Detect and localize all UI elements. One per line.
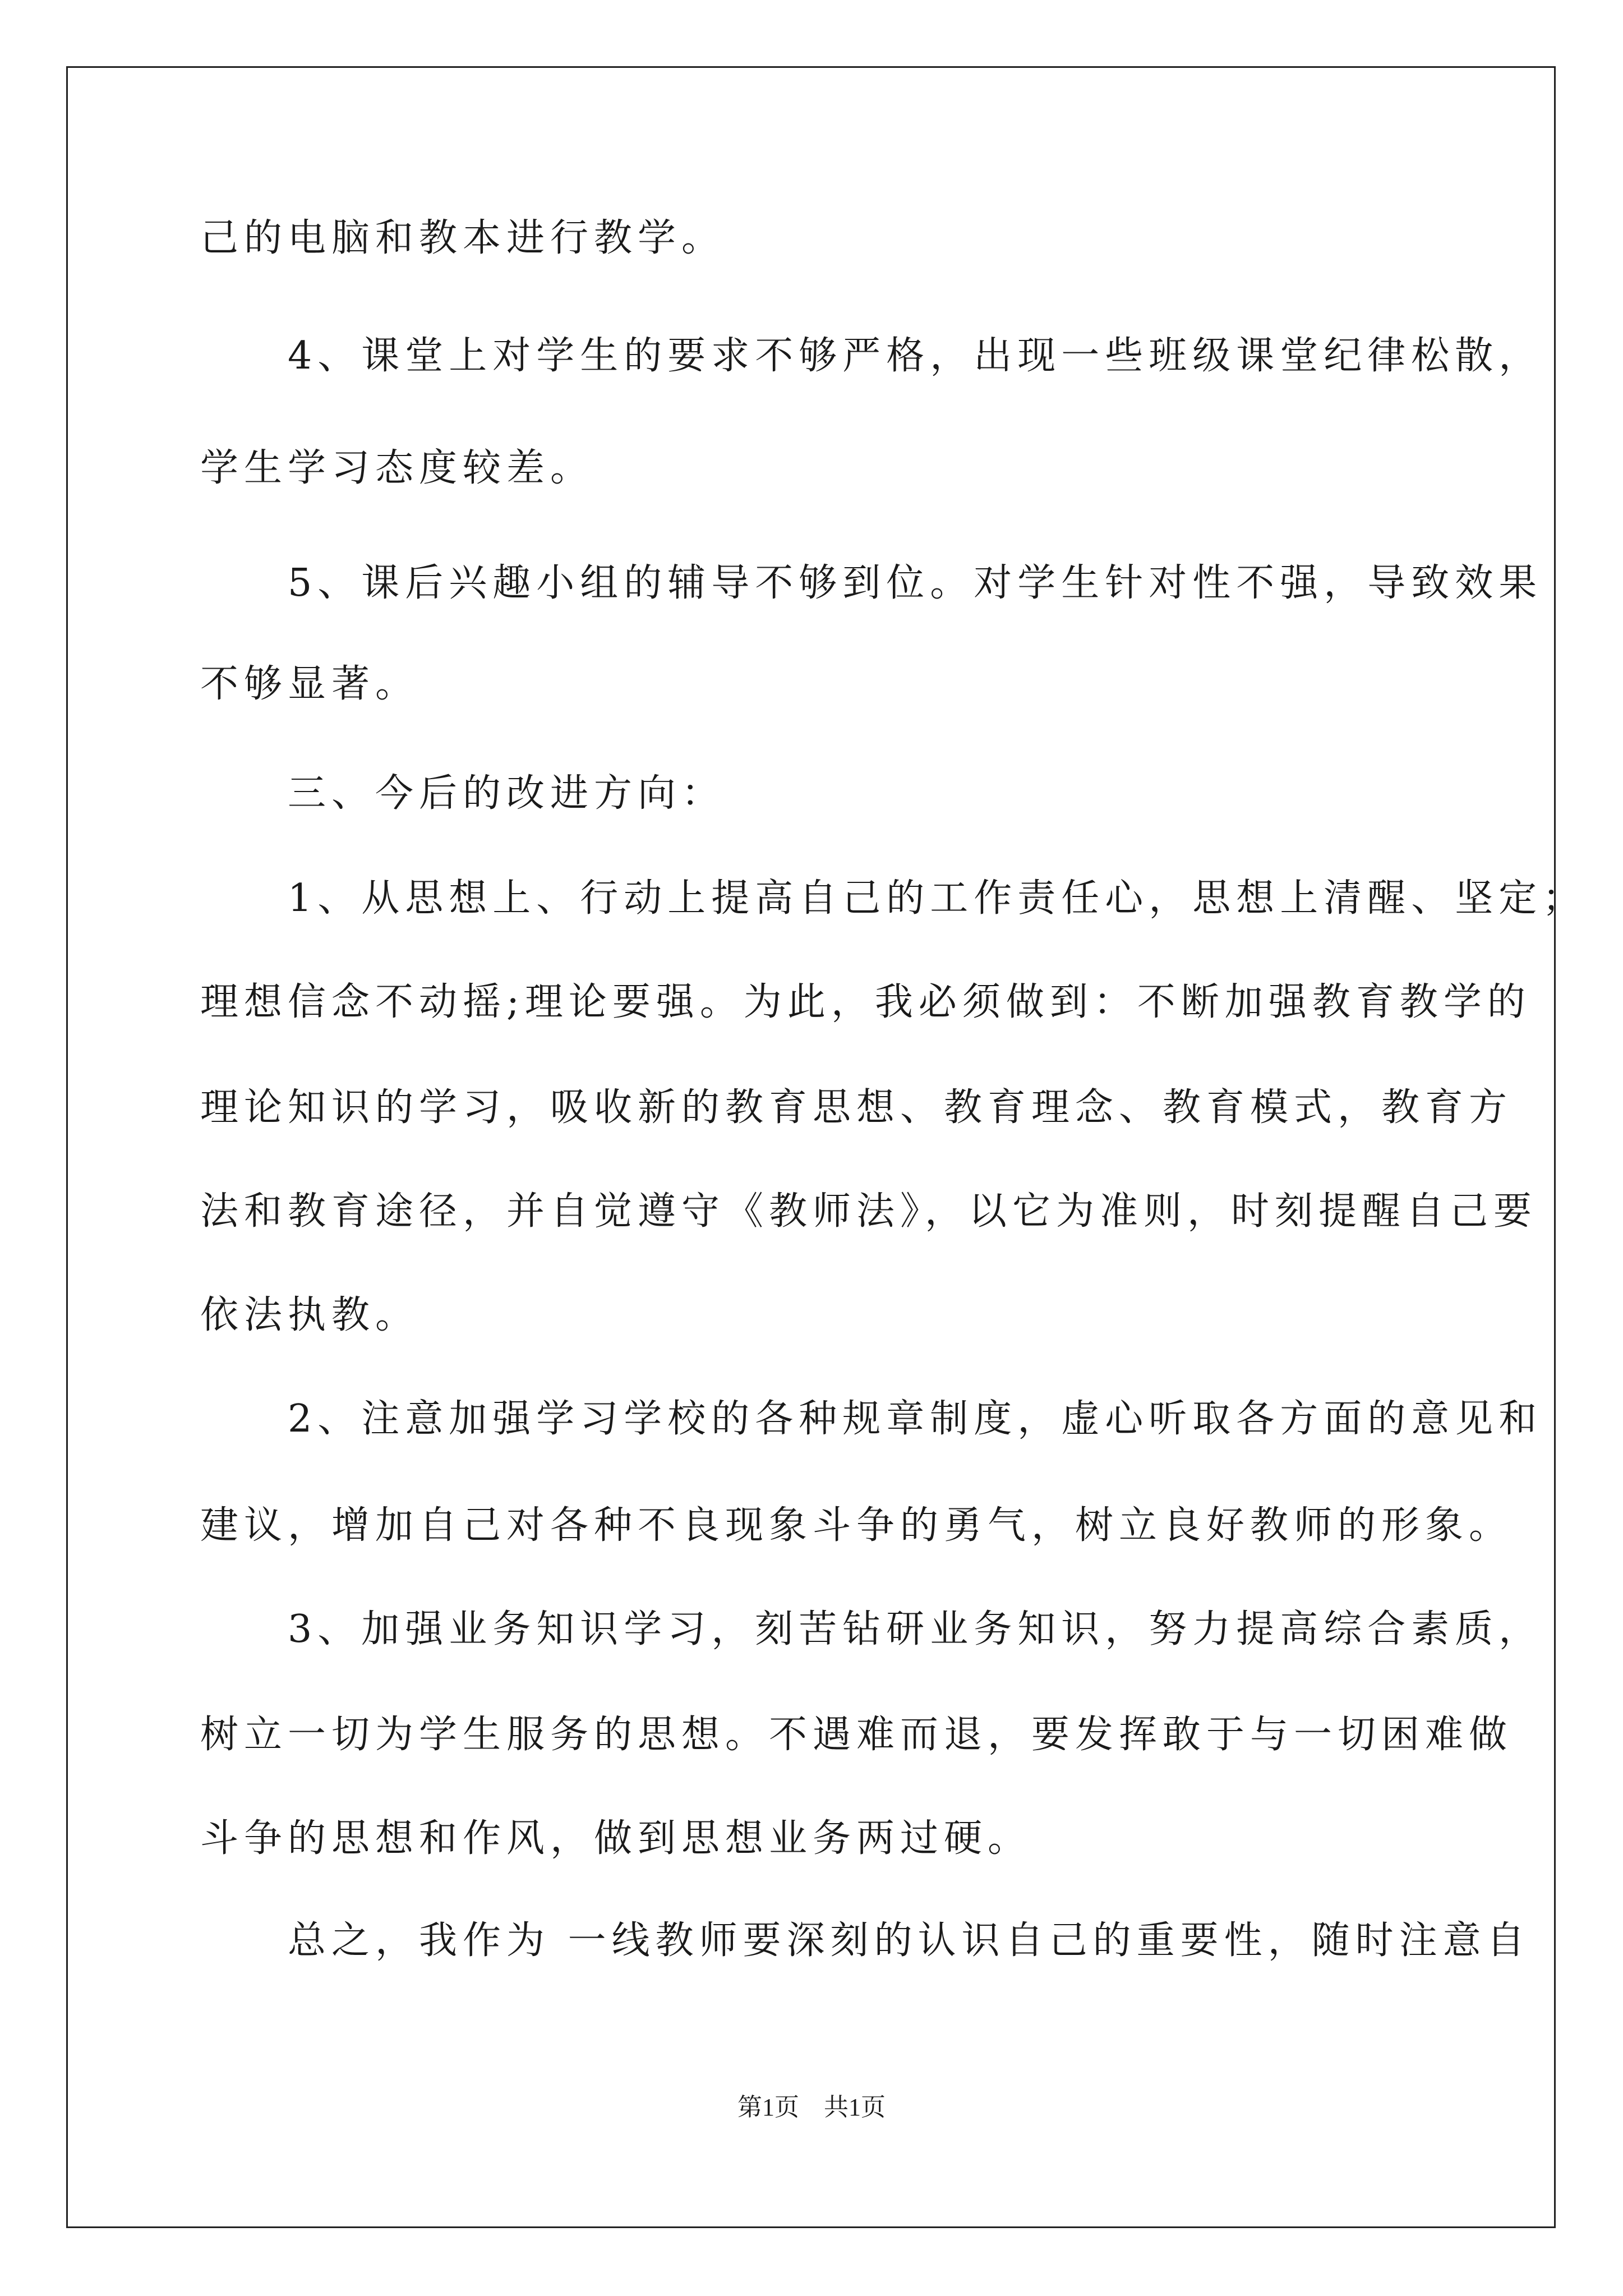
text-line: 理论知识的学习，吸收新的教育思想、教育理念、教育模式，教育方: [200, 1085, 1513, 1130]
text-line: 总之，我作为 一线教师要深刻的认识自己的重要性，随时注意自: [200, 1918, 1530, 1963]
text-line: 法和教育途径，并自觉遵守《教师法》，以它为准则，时刻提醒自己要: [200, 1189, 1538, 1234]
text-line: 3、加强业务知识学习，刻苦钻研业务知识，努力提高综合素质，: [200, 1607, 1543, 1651]
text-line: 2、注意加强学习学校的各种规章制度，虚心听取各方面的意见和: [200, 1397, 1543, 1441]
text-line: 建议，增加自己对各种不良现象斗争的勇气，树立良好教师的形象。: [200, 1503, 1513, 1548]
text-line: 三、今后的改进方向：: [200, 771, 726, 816]
text-line: 学生学习态度较差。: [200, 446, 594, 490]
text-line: 树立一切为学生服务的思想。不遇难而退，要发挥敢于与一切困难做: [200, 1713, 1513, 1757]
text-line: 不够显著。: [200, 662, 419, 706]
page-number-footer: 第1页 共1页: [737, 2093, 886, 2121]
text-line: 依法执教。: [200, 1293, 419, 1337]
text-line: 5、课后兴趣小组的辅导不够到位。对学生针对性不强，导致效果: [200, 561, 1543, 605]
text-line: 4、课堂上对学生的要求不够严格，出现一些班级课堂纪律松散，: [200, 334, 1543, 378]
text-line: 己的电脑和教本进行教学。: [200, 216, 726, 260]
text-line: 1、从思想上、行动上提高自己的工作责任心，思想上清醒、坚定；: [200, 876, 1587, 921]
page-frame: [66, 66, 1556, 2228]
text-line: 理想信念不动摇;理论要强。为此，我必须做到：不断加强教育教学的: [200, 980, 1531, 1024]
text-line: 斗争的思想和作风，做到思想业务两过硬。: [200, 1816, 1032, 1861]
